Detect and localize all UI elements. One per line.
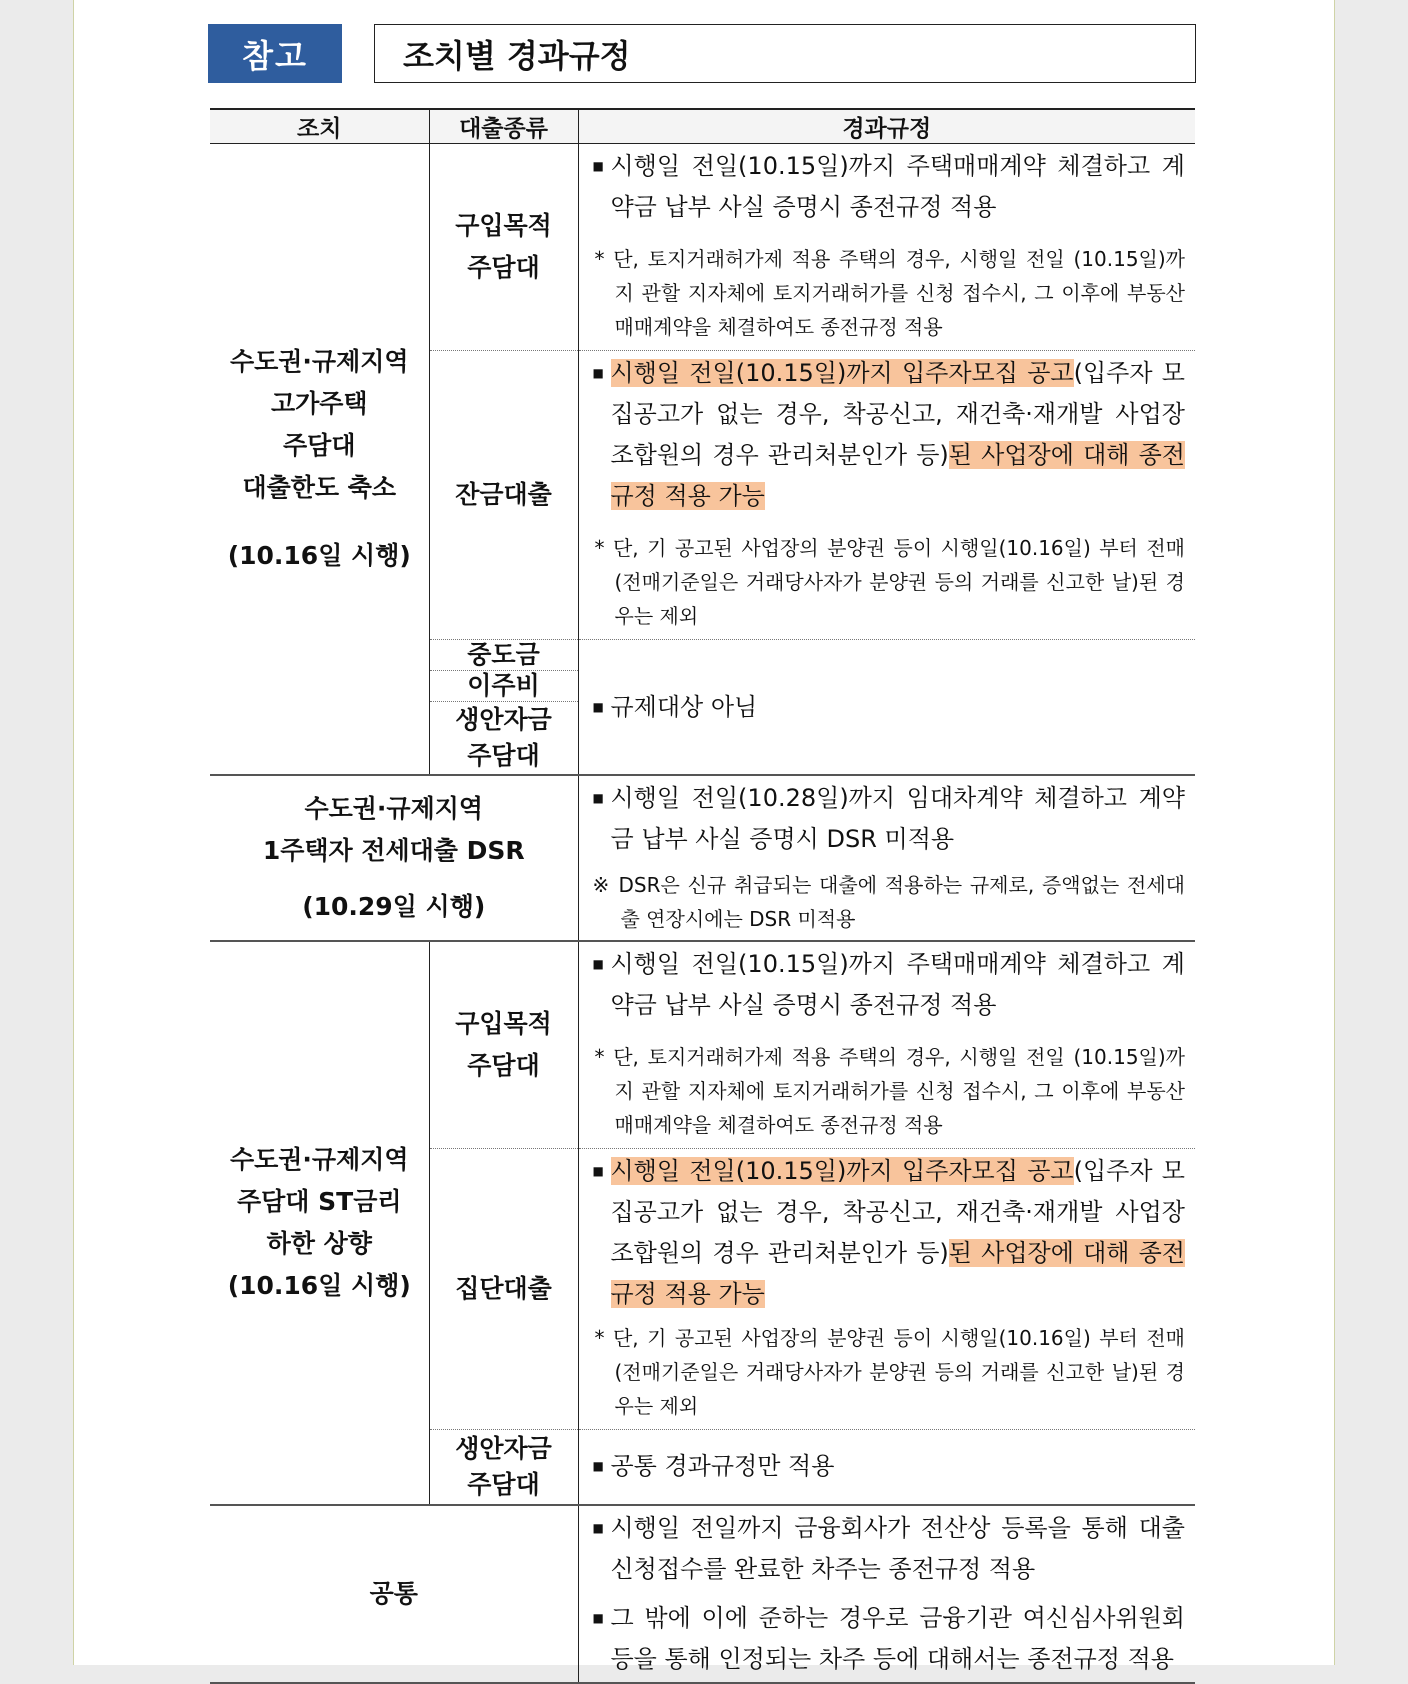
transition-rules-table: [210, 108, 1195, 1684]
table-header-row: [210, 109, 1195, 144]
measure-line: 주담대 ST금리: [236, 1186, 402, 1216]
measure-line: 대출한도 축소: [242, 473, 397, 502]
loan-type-cell: [429, 941, 578, 1149]
footnote: ※ DSR은 신규 취급되는 대출에 적용하는 규제로, 증액없는 전세대출 연장시에는 DSR 미적용: [592, 873, 1185, 931]
measure-line: 1주택자 전세대출 DSR: [262, 836, 525, 865]
measure-date: (10.16일 시행): [227, 541, 411, 570]
measure-line: 수도권·규제지역: [229, 1144, 409, 1174]
bullet-item: ■ 시행일 전일(10.15일)까지 주택매매계약 체결하고 계약금 납부 사실 증명시 종전규정 적용: [592, 950, 1185, 1019]
measure-line: 하한 상향: [266, 1228, 372, 1258]
highlight-text: 된 사업장에 대해 종전규정 적용 가능: [610, 1239, 1185, 1308]
rule-cell: [578, 1149, 1195, 1430]
footnote: * 단, 기 공고된 사업장의 분양권 등이 시행일(10.16일) 부터 전매(전매기준일은 거래당사자가 분양권 등의 거래를 신고한 날)된 경우는 제외: [594, 536, 1185, 628]
header-transition-rule: 경과규정: [578, 109, 1195, 144]
title-text: 조치별 경과규정: [403, 36, 631, 75]
header-loan-type: 대출종류: [429, 109, 578, 144]
loan-type-cell: 잔금대출: [429, 351, 578, 640]
table-row: [210, 941, 1195, 1149]
measure-cell: [210, 775, 578, 941]
rule-cell: [578, 144, 1195, 351]
rule-cell: [578, 640, 1195, 776]
table-row: [210, 775, 1195, 941]
loan-type-line: 구입목적: [455, 1009, 552, 1038]
highlight-text: 시행일 전일(10.15일)까지 입주자모집 공고: [610, 1157, 1074, 1185]
measure-line: 주담대: [283, 431, 356, 460]
highlight-text: 된 사업장에 대해 종전규정 적용 가능: [610, 441, 1185, 510]
loan-type-line: 주담대: [467, 1051, 540, 1080]
bullet-item: ■ 시행일 전일(10.15일)까지 주택매매계약 체결하고 계약금 납부 사실 증명시 종전규정 적용: [592, 152, 1185, 221]
rule-cell: [578, 1505, 1195, 1683]
measure-cell: [210, 144, 429, 776]
footnote: * 단, 토지거래허가제 적용 주택의 경우, 시행일 전일 (10.15일)까지 관할 지자체에 토지거래허가를 신청 접수시, 그 이후에 부동산매매계약을 체결하여도 종전규정 적용: [594, 1045, 1185, 1137]
footnote: * 단, 기 공고된 사업장의 분양권 등이 시행일(10.16일) 부터 전매(전매기준일은 거래당사자가 분양권 등의 거래를 신고한 날)된 경우는 제외: [594, 1326, 1185, 1418]
rule-cell: [578, 941, 1195, 1149]
table-row: [210, 1505, 1195, 1683]
measure-line: 수도권·규제지역: [229, 347, 409, 376]
loan-type-cell: [429, 1430, 578, 1505]
measure-line: 고가주택: [270, 389, 368, 418]
table-row: [210, 144, 1195, 351]
highlight-text: 시행일 전일(10.15일)까지 입주자모집 공고: [610, 359, 1074, 387]
loan-type-cell: 집단대출: [429, 1149, 578, 1430]
footnote: * 단, 토지거래허가제 적용 주택의 경우, 시행일 전일 (10.15일)까지 관할 지자체에 토지거래허가를 신청 접수시, 그 이후에 부동산매매계약을 체결하여도 종전규정 적용: [594, 247, 1185, 339]
bullet-item: ■ 시행일 전일까지 금융회사가 전산상 등록을 통해 대출 신청접수를 완료한 차주는 종전규정 적용: [592, 1513, 1185, 1583]
loan-type-line: 생안자금: [455, 705, 552, 734]
measure-date: (10.29일 시행): [302, 892, 486, 921]
loan-type-line: 구입목적: [455, 211, 552, 240]
rule-cell: [578, 775, 1195, 941]
bullet-item: ■ 그 밖에 이에 준하는 경우로 금융기관 여신심사위원회 등을 통해 인정되는 차주 등에 대해서는 종전규정 적용: [592, 1603, 1185, 1673]
loan-type-line: 주담대: [467, 741, 540, 770]
measure-line: 수도권·규제지역: [304, 794, 484, 823]
loan-type-cell: 이주비: [429, 671, 578, 702]
document-page: [73, 0, 1335, 1673]
measure-cell: 공통: [210, 1505, 578, 1683]
rule-cell: [578, 351, 1195, 640]
loan-type-cell: [429, 702, 578, 776]
loan-type-line: 생안자금: [455, 1433, 552, 1463]
bullet-item: ■ 공통 경과규정만 적용: [592, 1452, 835, 1481]
measure-date: (10.16일 시행): [227, 1270, 411, 1300]
reference-tag: 참고: [208, 24, 342, 83]
loan-type-line: 주담대: [467, 1469, 540, 1499]
document-title: [374, 24, 1196, 83]
bullet-item: ■ 시행일 전일(10.28일)까지 임대차계약 체결하고 계약금 납부 사실 증명시 DSR 미적용: [592, 784, 1185, 853]
rule-cell: [578, 1430, 1195, 1505]
measure-cell: [210, 941, 429, 1505]
loan-type-line: 주담대: [467, 253, 540, 282]
bullet-item: ■ 시행일 전일(10.15일)까지 입주자모집 공고(입주자 모집공고가 없는 경우, 착공신고, 재건축·재개발 사업장 조합원의 경우 관리처분인가 등)된 사업장에 대해 종전규정 적용 가능: [592, 359, 1185, 510]
loan-type-cell: 중도금: [429, 640, 578, 671]
bullet-item: ■ 규제대상 아님: [592, 692, 758, 721]
loan-type-cell: [429, 144, 578, 351]
header-measure: 조치: [210, 109, 429, 144]
bullet-item: ■ 시행일 전일(10.15일)까지 입주자모집 공고(입주자 모집공고가 없는 경우, 착공신고, 재건축·재개발 사업장 조합원의 경우 관리처분인가 등)된 사업장에 대해 종전규정 적용 가능: [592, 1157, 1185, 1308]
